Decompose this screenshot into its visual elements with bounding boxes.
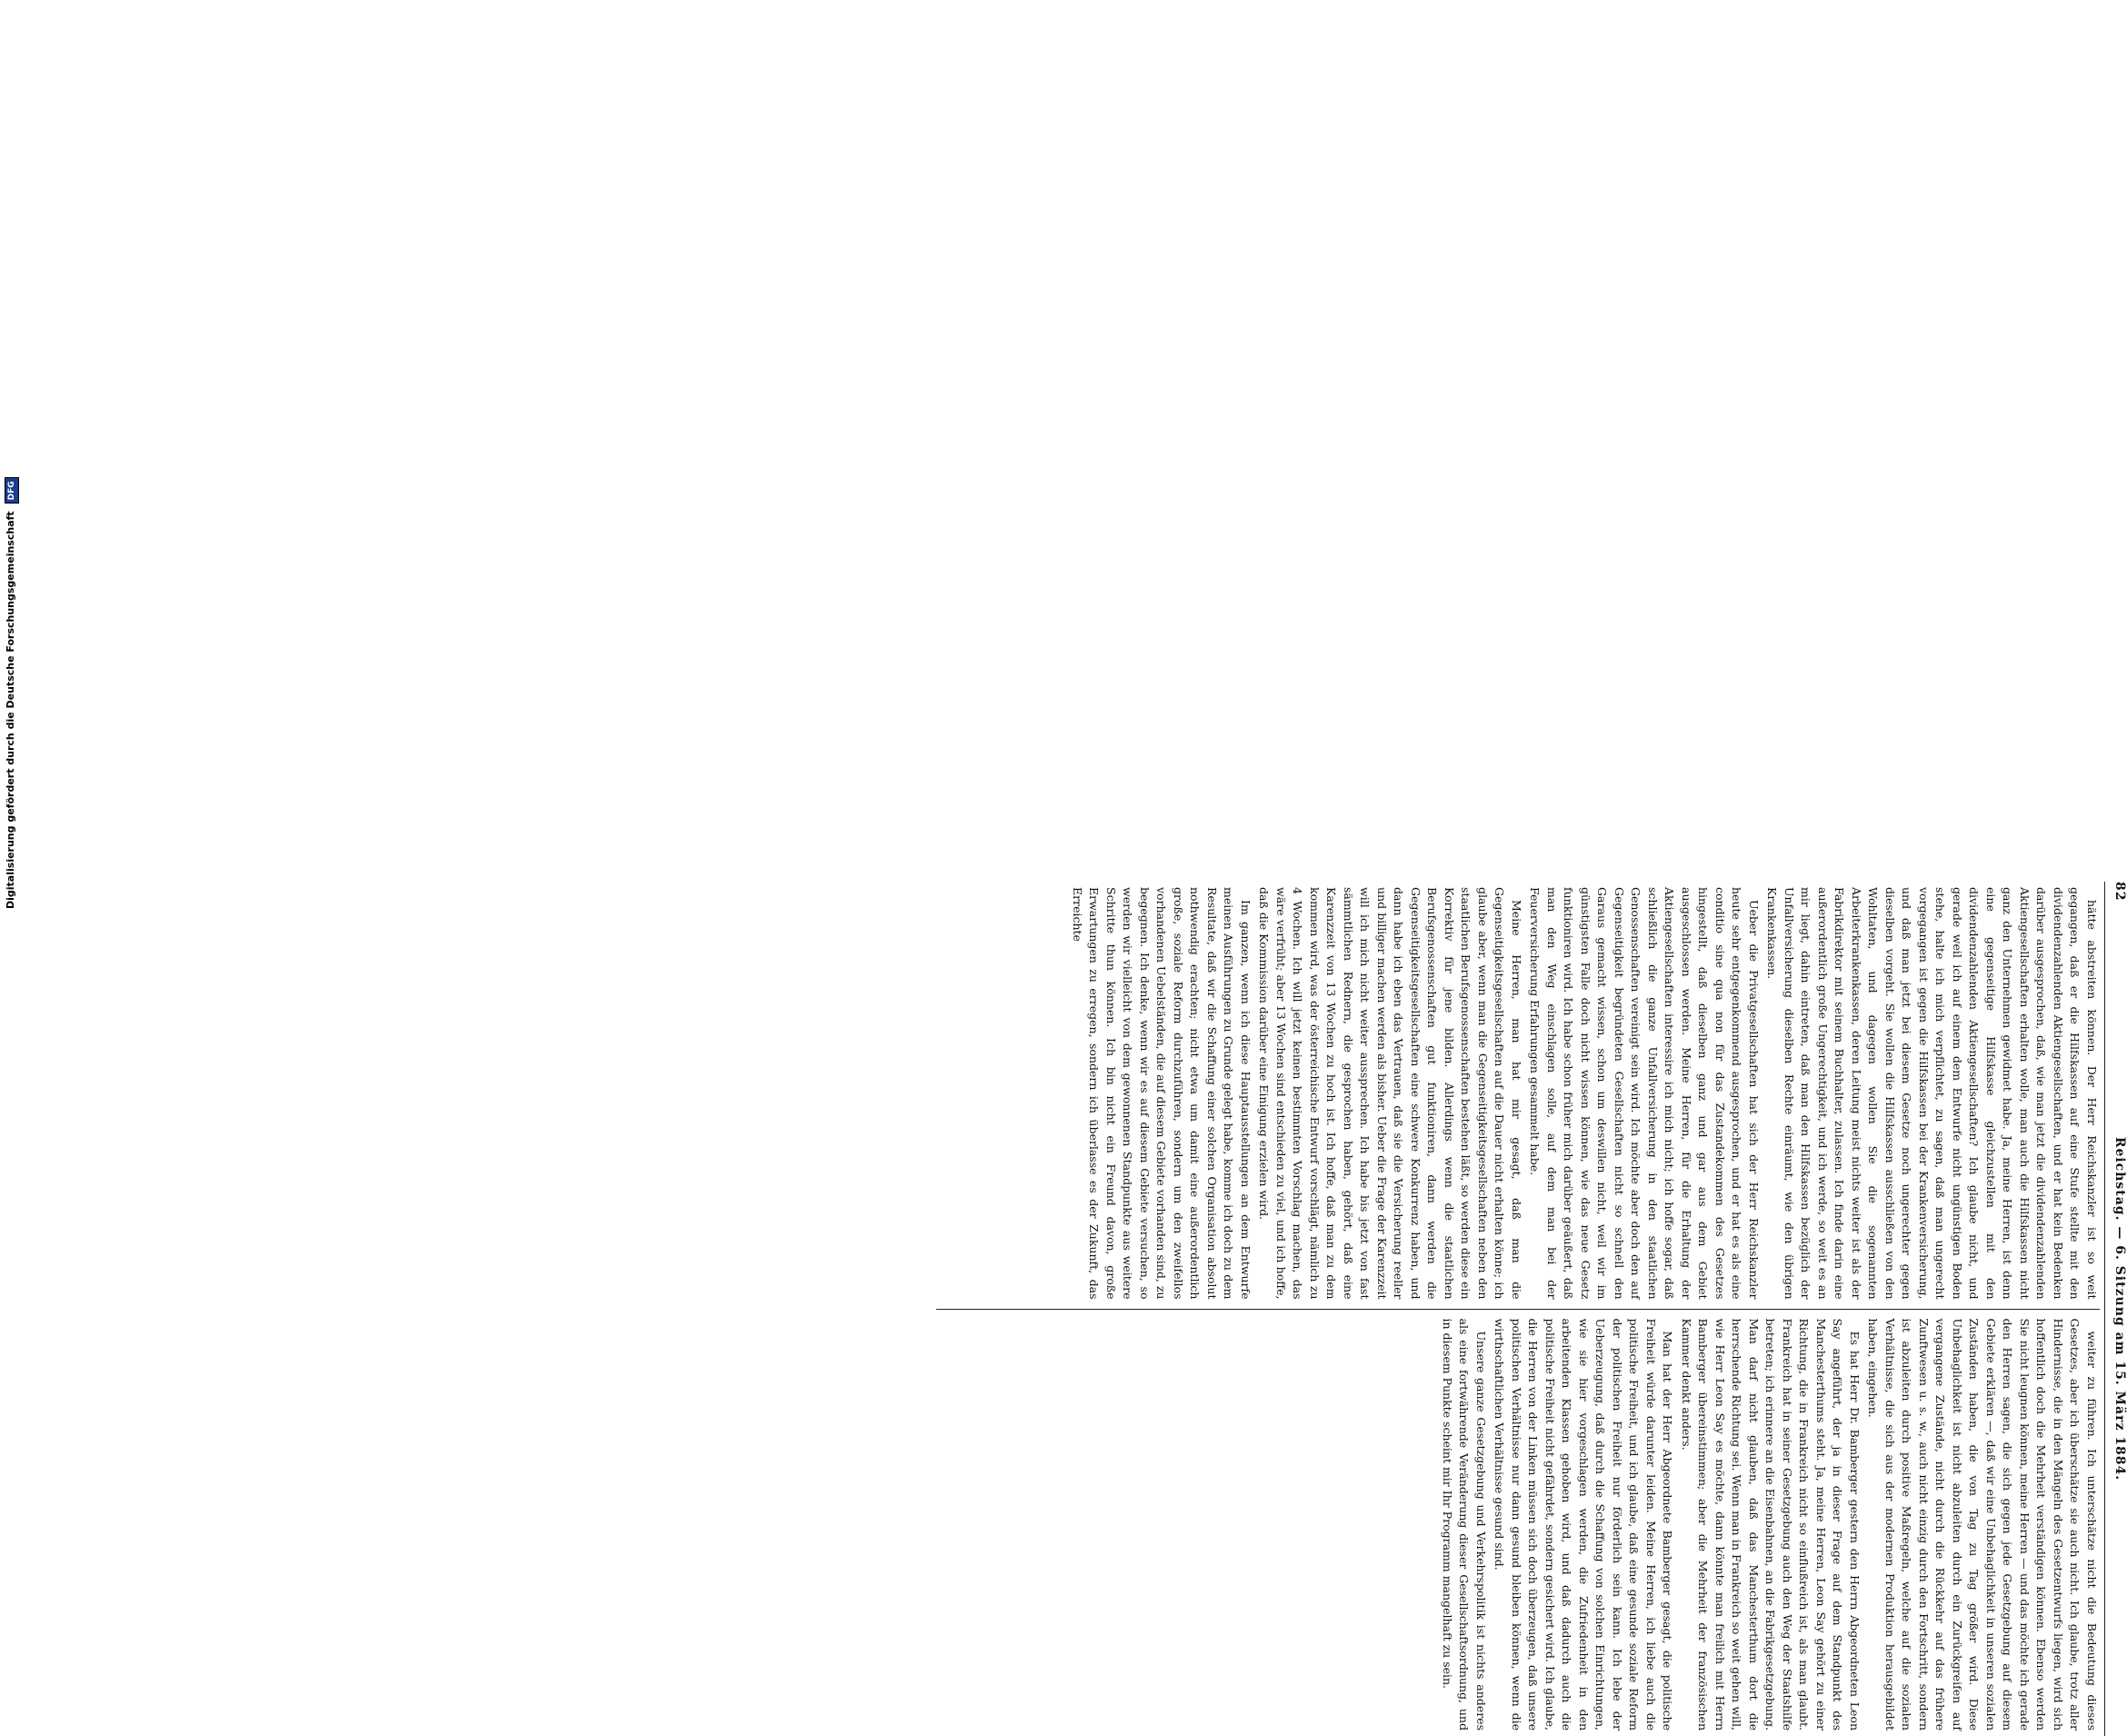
paragraph: Ueber die Privatgesellschaften hat sich der Herr Reichskanzler heute sehr entgegenkommend ausgesprochen, und er hat es als eine conditio sine qua non für das Zustandekommen des Gesetzes hingestellt, daß dieselben ganz und gar aus dem Gebiet ausgeschlossen werden. Meine Herren, für die Erhaltung der Aktiengesellschaften interessire ich mich nicht; ich hoffe sogar, daß schließlich die ganze Unfallversicherung in den staatlichen Genossenschaften vereinigt sein wird. Ich möchte aber doch den auf Gegenseitigkeit begründeten Gesellschaften nicht so schnell den Garaus gemacht wissen, schon um deswillen nicht, weil wir im günstigsten Falle doch nicht wissen können, wie das neue Gesetz funktioniren wird. Ich habe schon früher mich darüber geäußert, daß man den Weg einschlagen solle, auf dem man bei der Feuerversicherung Erfahrungen gesammelt habe. <box>1526 887 1762 1300</box>
text-columns <box>936 882 2100 1736</box>
header-rule <box>2104 882 2105 1736</box>
paragraph: Es hat Herr Dr. Bamberger gestern den Herrn Abgeordneten Leon Say angeführt, der ja in dieser Frage auf dem Standpunkt des Manchesterthums steht. Ja, meine Herren, Leon Say gehört zu einer Richtung, die in Frankreich nicht so einflußreich ist, als man glaubt. Frankreich hat in seiner Gesetzgebung auch den Weg der Staatshilfe betreten; ich erinnere an die Eisenbahnen, an die Fabrikgesetzgebung. Man darf nicht glauben, daß das Manchesterthum dort die herrschende Richtung sei. Wenn man in Frankreich so weit gehen will, wie Herr Leon Say es möchte, dann könnte man freilich mit Herrn Bamberger übereinstimmen; aber die Mehrheit der französischen Kammer denkt anders. <box>1678 1319 1863 1731</box>
page-content <box>936 882 2127 1736</box>
digitization-credit <box>2 0 20 909</box>
paragraph: Unsere ganze Gesetzgebung und Verkehrspolitik ist nichts anderes als eine fortwährende Veränderung dieser Gesellschaftsordnung, und in diesem Punkte scheint mir Ihr Programm mangelhaft zu sein. <box>1439 1319 1490 1731</box>
dfg-logo: DFG <box>5 477 19 504</box>
paragraph: weiter zu führen. Ich unterschätze nicht die Bedeutung dieses Gesetzes, aber ich überschätze sie auch nicht. Ich glaube, trotz aller Hindernisse, die in den Mängeln des Gesetzentwurfs liegen, wird sich hoffentlich doch die Mehrheit verständigen können. Ebenso werden Sie nicht leugnen können, meine Herren — und das möchte ich gerade den Herren sagen, die sich gegen jede Gesetzgebung auf diesem Gebiete erklären —, daß wir eine Unbehaglichkeit in unseren sozialen Zuständen haben, die von Tag zu Tag größer wird. Diese Unbehaglichkeit ist nicht abzuleiten durch ein Zurückgreifen auf vergangene Zustände, nicht durch die Rückkehr auf das frühere Zunftwesen u. s. w., auch nicht einzig durch den Fortschritt, sondern ist abzuleiten durch positive Maßregeln, welche auf die sozialen Verhältnisse, die sich aus der modernen Produktion herausgebildet haben, eingehen. <box>1864 1319 2100 1731</box>
paragraph: hätte abstreiten können. Der Herr Reichskanzler ist so weit gegangen, daß er die Hilfskassen auf eine Stufe stellte mit den dividendenzahlenden Aktiengesellschaften, und er hat kein Bedenken darüber ausgesprochen, daß, wie man jetzt die dividendenzahlenden Aktiengesellschaften erhalten wolle, man auch die Hilfskassen nicht ganz den Unternehmen gewidmet habe. Ja, meine Herren, ist denn eine gegenseitige Hilfskasse gleichzustellen mit den dividendenzahlenden Aktiengesellschaften? Ich glaube nicht, und gerade weil ich auf einem dem Entwurfe nicht ungünstigen Boden stehe, halte ich mich verpflichtet, zu sagen, daß man ungerecht vorgegangen ist gegen die Hilfskassen bei der Krankenversicherung, und daß man jetzt bei diesem Gesetze noch ungerechter gegen dieselben vorgeht. Sie wollen die Hilfskassen ausschließen von den Wohltaten, und dagegen wollen Sie die sogenannten Arbeiterkrankenkassen, deren Leitung meist nichts weiter ist als der Fabrikdirektor mit seinem Buchhalter, zulassen. Ich finde darin eine außerordentlich große Ungerechtigkeit, und ich werde, so weit es an mir liegt, dahin eintreten, daß man den Hilfskassen bezüglich der Unfallversicherung dieselben Rechte einräumt, wie den übrigen Krankenkassen. <box>1763 887 2100 1300</box>
left-column <box>936 882 2100 1305</box>
rotated-page-area <box>82 27 1273 882</box>
column-divider <box>936 1309 2100 1310</box>
running-header <box>2107 882 2127 1736</box>
right-column <box>936 1313 2100 1736</box>
paragraph: Man hat der Herr Abgeordnete Bamberger gesagt, die politische Freiheit würde darunter leiden. Meine Herren, ich liebe auch die politische Freiheit, und ich glaube, daß eine gesunde soziale Reform der politischen Freiheit nur förderlich sein kann. Ich lebe der Ueberzeugung, daß durch die Schaffung von solchen Einrichtungen, wie sie hier vorgeschlagen werden, die Zufriedenheit in den arbeitenden Klassen gehoben wird, und daß dadurch auch die politische Freiheit nicht gefährdet, sondern gesichert wird. Ich glaube, die Herren von der Linken müssen sich doch überzeugen, daß unsere politischen Verhältnisse nur dann gesund bleiben können, wenn die wirthschaftlichen Verhältnisse gesund sind. <box>1491 1319 1676 1731</box>
paragraph: Meine Herren, man hat mir gesagt, daß man die Gegenseitigkeitsgesellschaften auf die Dauer nicht erhalten könne; ich glaube aber, wenn man die Gegenseitigkeitsgesellschaften neben den staatlichen Berufsgenossenschaften bestehen läßt, so werden diese ein Korrektiv für jene bilden. Allerdings wenn die staatlichen Berufsgenossenschaften gut funktioniren, dann werden die Gegenseitigkeitsgesellschaften eine schwere Konkurrenz haben, und dann habe ich eben das Vertrauen, daß sie die Versicherung reeller und billiger machen werden als bisher. Ueber die Frage der Karenzzeit will ich mich nicht weiter aussprechen. Ich habe bis jetzt von fast sämmtlichen Rednern, die gesprochen haben, gehört, daß eine Karenzzeit von 13 Wochen zu hoch ist. Ich hoffe, daß man zu dem kommen wird, was der österreichische Entwurf vorschlägt, nämlich zu 4 Wochen. Ich will jetzt keinen bestimmten Vorschlag machen, das wäre verfrüht; aber 13 Wochen sind entschieden zu viel, und ich hoffe, daß die Kommission darüber eine Einigung erzielen wird. <box>1255 887 1524 1300</box>
page-number: 82 <box>2112 882 2127 901</box>
paragraph: Im ganzen, wenn ich diese Hauptausstellungen an dem Entwurfe meinen Ausführungen zu Grunde gelegt habe, komme ich doch zu dem Resultate, daß wir die Schaffung einer solchen Organisation absolut nothwendig erachten; nicht etwa um damit eine außerordentlich große, soziale Reform durchzuführen, sondern um den zweifellos vorhandenen Uebelständen, die auf diesem Gebiete vorhanden sind, zu begegnen. Ich denke, wenn wir es auf diesem Gebiete versuchen, so werden wir vielleicht von dem gewonnenen Standpunkte aus weitere Schritte thun können. Ich bin nicht ein Freund davon, große Erwartungen zu erregen, sondern ich überlasse es der Zukunft, das Erreichte <box>1069 887 1254 1300</box>
digitization-credit-strip <box>0 0 20 909</box>
credit-text: Digitalisierung gefördert durch die Deutsche Forschungsgemeinschaft <box>5 511 16 909</box>
scanned-page <box>0 0 1302 909</box>
header-title: Reichstag. — 6. Sitzung am 15. März 1884. <box>2112 882 2127 1736</box>
